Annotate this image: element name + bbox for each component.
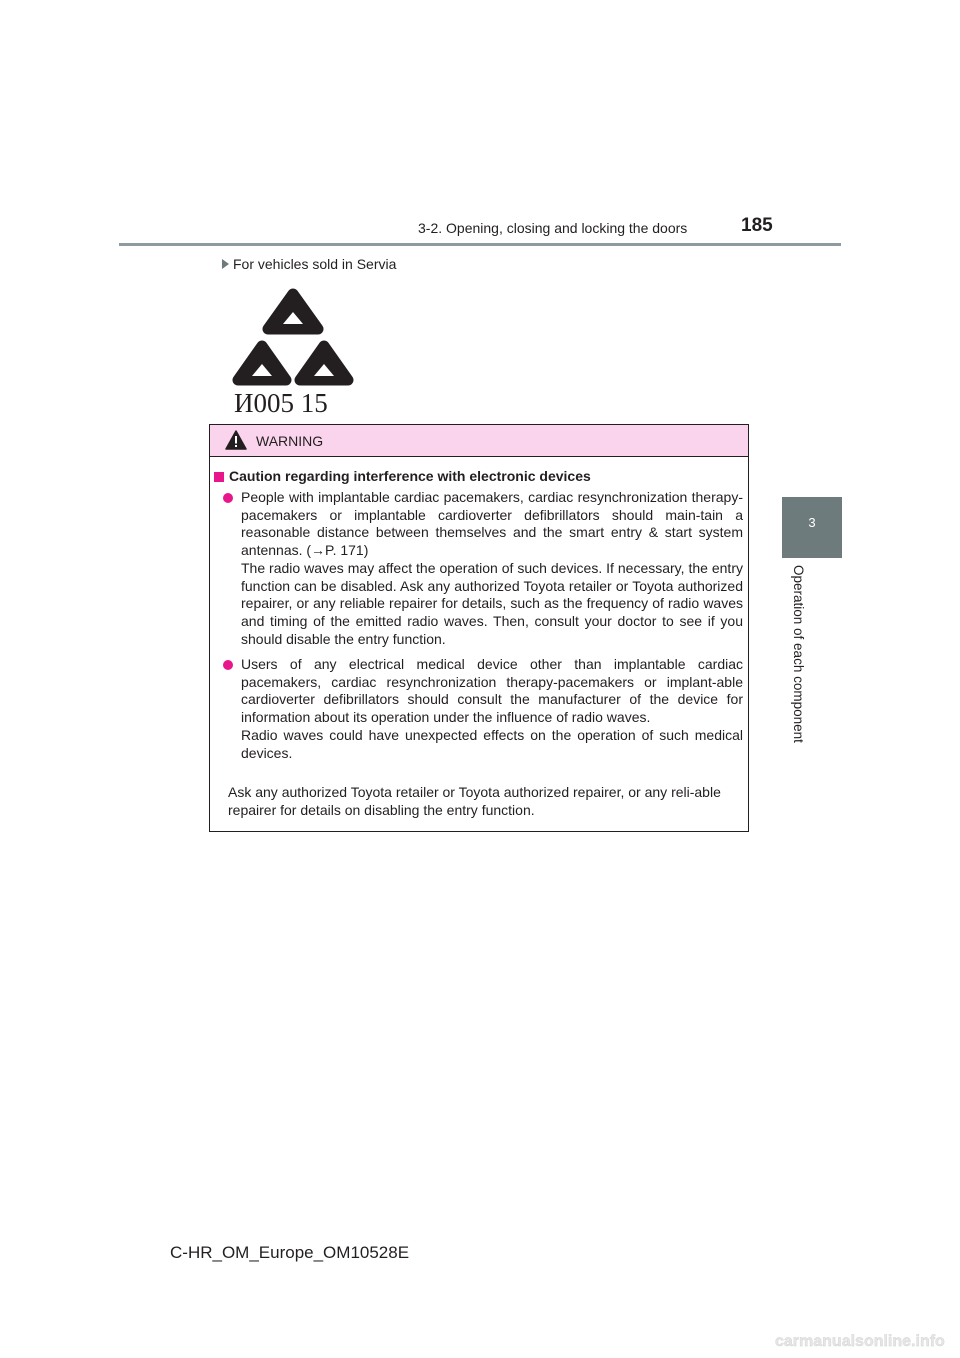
- document-code: C-HR_OM_Europe_OM10528E: [170, 1243, 410, 1262]
- bullet-text: [241, 656, 743, 762]
- warning-header: [210, 425, 748, 457]
- chapter-tab: [782, 497, 842, 558]
- caution-heading: [214, 468, 591, 484]
- svg-text:carmanualsonline.info: carmanualsonline.info: [775, 1333, 945, 1350]
- section-title: 3-2. Opening, closing and locking the doors: [418, 220, 688, 236]
- square-bullet-icon: [214, 472, 224, 482]
- chapter-number: 3: [808, 515, 816, 530]
- page-number: 185: [741, 215, 773, 236]
- warning-triangle-icon: [225, 430, 247, 450]
- warning-title: WARNING: [256, 433, 324, 449]
- bullet-paragraph: Users of any electrical medical device other than implantable cardiac pacemakers, cardiac resynchronization therapy-pacemakers or implant-able cardioverter defibrillators should consult the manufacturer of the device for information about its operation under the influence of radio waves.: [241, 656, 743, 726]
- bullet-paragraph: People with implantable cardiac pacemakers, cardiac resynchronization therapy-pacemakers or implantable cardioverter defibrillators should main-tain a reasonable distance between themselves and the smart entry & start system antennas. (→P. 171): [241, 489, 743, 559]
- watermark-logo: [773, 1328, 955, 1352]
- header-rule: [119, 243, 841, 246]
- closing-note: Ask any authorized Toyota retailer or Toyota authorized repairer, or any reli-able repairer for details on disabling the entry function.: [228, 784, 721, 818]
- round-bullet-icon: [223, 660, 233, 670]
- triangle-arrow-icon: [222, 259, 229, 269]
- approval-code: И005 15: [234, 388, 328, 418]
- chapter-label: Operation of each component: [791, 565, 806, 743]
- bullet-item-medical-devices: [223, 656, 743, 762]
- subheading: [222, 256, 396, 272]
- bullet-paragraph: Radio waves could have unexpected effects on the operation of such medical devices.: [241, 726, 743, 761]
- bullet-item-pacemakers: [223, 489, 743, 648]
- warning-box: [209, 424, 749, 832]
- caution-heading-text: Caution regarding interference with electronic devices: [229, 468, 591, 484]
- bullet-paragraph: The radio waves may affect the operation of such devices. If necessary, the entry function can be disabled. Ask any authorized Toyota retailer or Toyota authorized repairer, or any reliable repairer for details, such as the frequency of radio waves and timing of the emitted radio waves. Then, consult your doctor to see if you should disable the entry function.: [241, 559, 743, 647]
- bullet-text: [241, 489, 743, 648]
- round-bullet-icon: [223, 493, 233, 503]
- subheading-text: For vehicles sold in Servia: [233, 256, 397, 272]
